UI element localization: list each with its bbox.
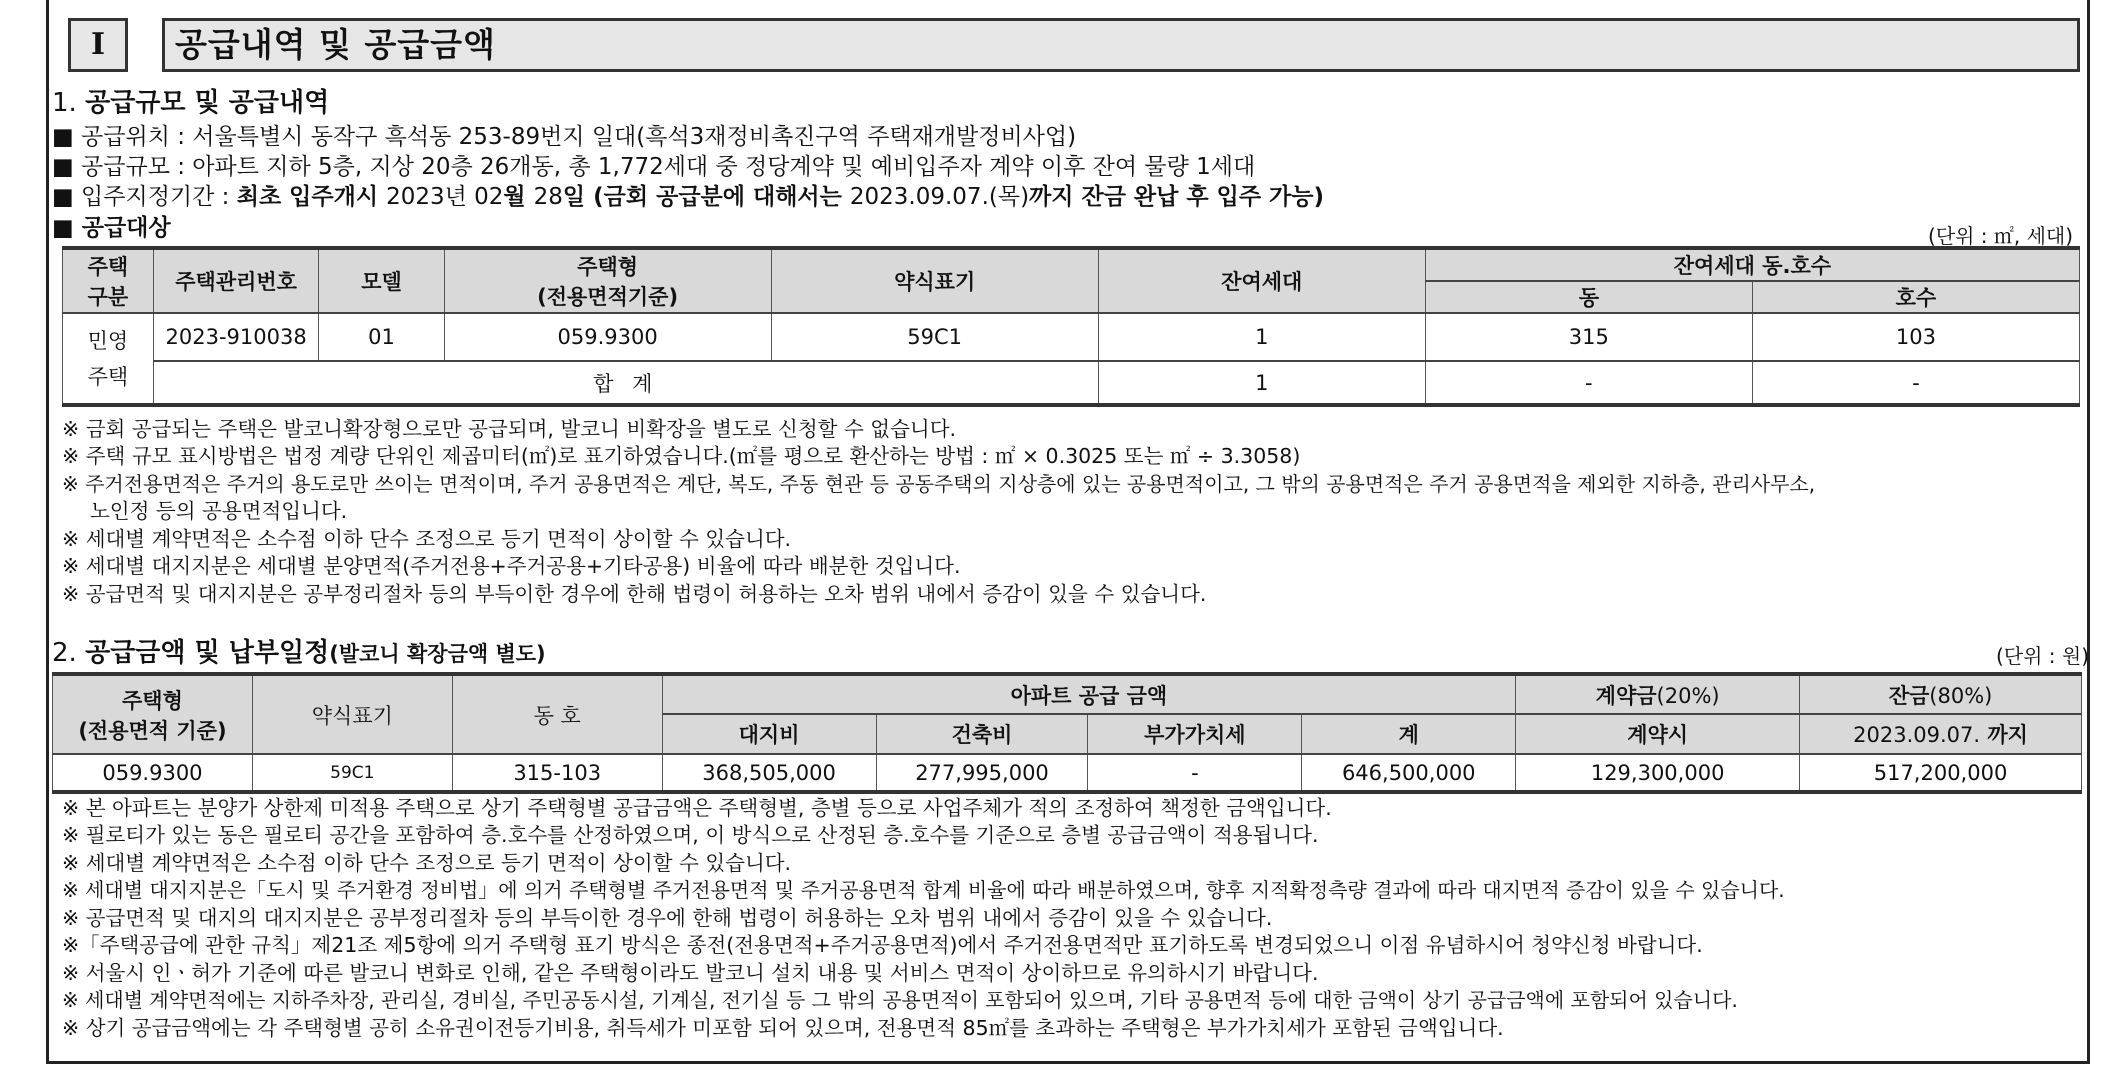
cell-building: 277,995,000 (876, 754, 1088, 792)
cell-mgmt-no: 2023-910038 (153, 313, 319, 361)
note2-7: ※ 세대별 계약면적에는 지하주차장, 관리실, 경비실, 주민공동시설, 기계실, 전기실 등 그 밖의 공용면적이 포함되어 있으며, 기타 공용면적 등에 대한 금액이 상기 공급금액에 포함되어 있습니다. (62, 988, 1738, 1012)
section-title: 공급내역 및 공급금액 (162, 18, 2080, 72)
cell-land: 368,505,000 (662, 754, 876, 792)
note1-3: 노인정 등의 공용면적입니다. (90, 499, 348, 523)
th-building: 건축비 (876, 714, 1088, 754)
note1-1: ※ 주택 규모 표시방법은 법정 계량 단위인 제곱미터(㎡)로 표기하였습니다.(㎡를 평으로 환산하는 방법 : ㎡ × 0.3025 또는 ㎡ ÷ 3.3058) (62, 444, 1301, 468)
cell-total-ho: - (1752, 361, 2079, 405)
cell-vat: - (1088, 754, 1302, 792)
th-ho: 호수 (1752, 281, 2079, 313)
th-house-type: 주택형 (전용면적기준) (444, 248, 771, 313)
section-number: I (68, 18, 128, 72)
cell-abbr2: 59C1 (252, 754, 452, 792)
th-dongho: 동 호 (452, 674, 662, 754)
note2-4: ※ 공급면적 및 대지의 대지지분은 공부정리절차 등의 부득이한 경우에 한해 법령이 허용하는 오차 범위 내에서 증감이 있을 수 있습니다. (62, 906, 1273, 930)
th-land: 대지비 (662, 714, 876, 754)
th-sum: 계 (1302, 714, 1516, 754)
note2-6: ※ 서울시 인ㆍ허가 기준에 따른 발코니 변화로 인해, 같은 주택형이라도 발코니 설치 내용 및 서비스 면적이 상이하므로 유의하시기 바랍니다. (62, 961, 1319, 985)
th-balance-when: 2023.09.07. 까지 (1800, 714, 2082, 754)
supply-target-table (62, 246, 2080, 407)
th-dong: 동 (1425, 281, 1752, 313)
cell-type: 민영 주택 (63, 313, 154, 405)
note2-0: ※ 본 아파트는 분양가 상한제 미적용 주택으로 상기 주택형별 공급금액은 주택형별, 층별 등으로 사업주체가 적의 조정하여 책정한 금액입니다. (62, 796, 1332, 820)
supply-price-table (52, 672, 2082, 794)
cell-house-type2: 059.9300 (53, 754, 253, 792)
note2-5: ※「주택공급에 관한 규칙」제21조 제5항에 의거 주택형 표기 방식은 종전(전용면적+주거공용면적)에서 주거전용면적만 표기하도록 변경되었으니 이점 유념하시어 청약신청 바랍니다. (62, 933, 1703, 957)
th-remaining: 잔여세대 (1098, 248, 1425, 313)
cell-dong: 315 (1425, 313, 1752, 361)
table-total-row (63, 361, 2080, 405)
cell-total-remaining: 1 (1098, 361, 1425, 405)
cell-ho: 103 (1752, 313, 2079, 361)
note1-2: ※ 주거전용면적은 주거의 용도로만 쓰이는 면적이며, 주거 공용면적은 계단, 복도, 주동 현관 등 공동주택의 지상층에 있는 공용면적이고, 그 밖의 공용면적은 주거 공용면적을 제외한 지하층, 관리사무소, (62, 472, 1816, 496)
bullet-move-in: ■ 입주지정기간 : 최초 입주개시 2023년 02월 28일 (금회 공급분에 대해서는 2023.09.07.(목)까지 잔금 완납 후 입주 가능) (52, 184, 1324, 210)
bullet-scale: ■ 공급규모 : 아파트 지하 5층, 지상 20층 26개동, 총 1,772세대 중 정당계약 및 예비입주자 계약 이후 잔여 물량 1세대 (52, 154, 1256, 180)
note1-5: ※ 세대별 대지지분은 세대별 분양면적(주거전용+주거공용+기타공용) 비율에 따라 배분한 것입니다. (62, 554, 961, 578)
th-type: 주택 구분 (63, 248, 154, 313)
th-abbr: 약식표기 (771, 248, 1098, 313)
th-model: 모델 (319, 248, 444, 313)
cell-sum: 646,500,000 (1302, 754, 1516, 792)
cell-total-label: 합 계 (153, 361, 1098, 405)
cell-house-type: 059.9300 (444, 313, 771, 361)
th-vat: 부가가치세 (1088, 714, 1302, 754)
th-deposit: 계약금(20%) (1516, 674, 1800, 714)
th-abbr2: 약식표기 (252, 674, 452, 754)
bullet-location: ■ 공급위치 : 서울특별시 동작구 흑석동 253-89번지 일대(흑석3재정비촉진구역 주택재개발정비사업) (52, 124, 1077, 150)
table-row (63, 313, 2080, 361)
note1-4: ※ 세대별 계약면적은 소수점 이하 단수 조정으로 등기 면적이 상이할 수 있습니다. (62, 527, 792, 551)
part1-heading: 1. 공급규모 및 공급내역 (52, 88, 330, 118)
note2-3: ※ 세대별 대지지분은「도시 및 주거환경 정비법」에 의거 주택형별 주거전용면적 및 주거공용면적 합계 비율에 따라 배분하였으며, 향후 지적확정측량 결과에 따라 대지면적 증감이 있을 수 있습니다. (62, 878, 1785, 902)
note1-0: ※ 금회 공급되는 주택은 발코니확장형으로만 공급되며, 발코니 비확장을 별도로 신청할 수 없습니다. (62, 417, 957, 441)
note1-6: ※ 공급면적 및 대지지분은 공부정리절차 등의 부득이한 경우에 한해 법령이 허용하는 오차 범위 내에서 증감이 있을 수 있습니다. (62, 582, 1207, 606)
bullet-target: ■ 공급대상 (52, 215, 171, 241)
table-row (53, 754, 2082, 792)
th-unit-group: 잔여세대 동.호수 (1425, 248, 2079, 281)
section-header (64, 14, 2084, 76)
note2-1: ※ 필로티가 있는 동은 필로티 공간을 포함하여 층.호수를 산정하였으며, 이 방식으로 산정된 층.호수를 기준으로 층별 공급금액이 적용됩니다. (62, 823, 1319, 847)
th-deposit-when: 계약시 (1516, 714, 1800, 754)
cell-deposit: 129,300,000 (1516, 754, 1800, 792)
th-house-type2: 주택형 (전용면적 기준) (53, 674, 253, 754)
cell-model: 01 (319, 313, 444, 361)
part2-heading: 2. 공급금액 및 납부일정(발코니 확장금액 별도) (52, 638, 546, 668)
note2-2: ※ 세대별 계약면적은 소수점 이하 단수 조정으로 등기 면적이 상이할 수 있습니다. (62, 851, 792, 875)
cell-balance: 517,200,000 (1800, 754, 2082, 792)
cell-total-dong: - (1425, 361, 1752, 405)
note2-8: ※ 상기 공급금액에는 각 주택형별 공히 소유권이전등기비용, 취득세가 미포함 되어 있으며, 전용면적 85㎡를 초과하는 주택형은 부가가치세가 포함된 금액입니다. (62, 1016, 1504, 1040)
cell-dongho: 315-103 (452, 754, 662, 792)
cell-abbr: 59C1 (771, 313, 1098, 361)
unit-label-2: (단위 : 원) (1996, 644, 2090, 668)
cell-remaining: 1 (1098, 313, 1425, 361)
unit-label-1: (단위 : ㎡, 세대) (1928, 224, 2074, 248)
th-mgmt-no: 주택관리번호 (153, 248, 319, 313)
th-apt-group: 아파트 공급 금액 (662, 674, 1516, 714)
th-balance: 잔금(80%) (1800, 674, 2082, 714)
